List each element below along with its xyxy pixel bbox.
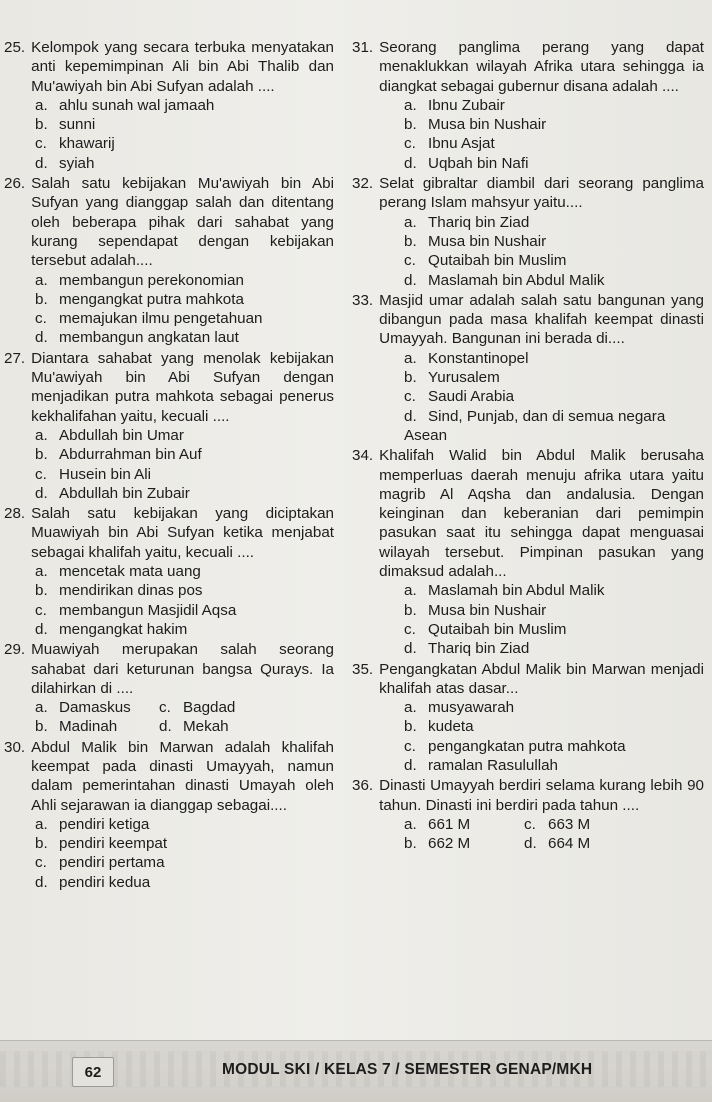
answer-option[interactable] [34,873,334,892]
question-item [4,640,334,736]
option-letter: a. [404,582,417,600]
option-text: 664 M [548,835,591,853]
question-text: Salah satu kebijakan Mu'awiyah bin Abi Sufyan yang dianggap salah dan ditentang oleh beberapa pihak dari sahabat yang kurang sependapat dengan kebijakan tersebut adalah.... [31,175,334,270]
option-text: Bagdad [183,699,236,717]
option-letter: d. [404,407,417,425]
option-letter: c. [524,815,536,833]
option-text: Abdurrahman bin Auf [59,446,202,464]
question-text: Salah satu kebijakan yang diciptakan Muawiyah bin Abi Sufyan ketika menjabat sebagai khalifah yaitu, kecuali .... [31,505,334,561]
option-letter: b. [35,290,48,308]
answer-option[interactable] [34,328,334,347]
question-number: 31. [352,39,374,56]
answer-options [4,426,334,503]
question-stem [4,38,334,96]
question-stem [4,174,334,270]
option-text: Mekah [183,718,229,736]
option-letter: d. [404,640,417,658]
option-letter: c. [35,854,47,872]
answer-option[interactable] [404,134,704,153]
option-letter: c. [404,252,416,270]
answer-option[interactable] [404,407,704,446]
option-letter: c. [159,699,171,717]
option-letter: d. [524,835,537,853]
option-letter: b. [404,116,417,134]
option-text: Abdullah bin Umar [59,426,184,444]
option-text: 663 M [548,815,591,833]
answer-options [4,815,334,892]
answer-option[interactable] [404,834,524,853]
option-text: Thariq bin Ziad [428,640,530,658]
answer-option[interactable] [404,620,704,639]
answer-options [352,349,704,445]
answer-option[interactable] [404,349,704,368]
question-item [4,38,334,173]
answer-option[interactable] [34,96,334,115]
answer-option[interactable] [34,581,334,600]
answer-option[interactable] [404,387,704,406]
option-text: mendirikan dinas pos [59,582,203,600]
option-text: pengangkatan putra mahkota [428,737,626,755]
question-number: 30. [4,738,26,756]
option-text: 661 M [428,815,471,833]
answer-option[interactable] [34,717,158,736]
answer-option[interactable] [34,815,334,834]
question-number: 35. [352,660,374,678]
option-letter: d. [404,154,417,172]
question-item [4,349,334,503]
answer-options [352,213,704,290]
answer-option[interactable] [404,115,704,134]
answer-option[interactable] [34,562,334,581]
answer-option[interactable] [404,232,704,251]
answer-option[interactable] [34,601,334,620]
answer-option[interactable] [524,834,644,853]
option-letter: c. [35,465,47,483]
option-text: Qutaibah bin Muslim [428,252,567,270]
option-text: Saudi Arabia [428,388,515,406]
option-letter: a. [35,563,48,581]
question-number: 36. [352,777,374,795]
option-letter: c. [404,388,416,406]
option-letter: d. [35,620,48,638]
question-stem [4,738,334,815]
option-letter: b. [404,835,417,853]
answer-options [4,698,334,737]
question-item [352,38,704,173]
answer-option[interactable] [404,717,704,736]
option-letter: b. [35,718,48,736]
option-text: mencetak mata uang [59,563,201,581]
question-item [4,504,334,639]
left-question-column [4,38,334,893]
answer-option[interactable] [404,756,704,775]
option-letter: d. [35,154,48,172]
question-number: 28. [4,505,26,523]
question-text: Dinasti Umayyah berdiri selama kurang lebih 90 tahun. Dinasti ini berdiri pada tahun .... [379,777,704,814]
option-letter: c. [404,737,416,755]
question-item [352,291,704,445]
question-stem [352,660,704,699]
option-text: membangun Masjidil Aqsa [59,601,237,619]
option-text: Musa bin Nushair [428,601,547,619]
option-text: syiah [59,154,95,172]
question-item [352,174,704,290]
option-text: Madinah [59,718,118,736]
question-stem [352,174,704,213]
answer-option[interactable] [34,853,334,872]
question-item [4,174,334,348]
option-text: 662 M [428,835,471,853]
question-number: 25. [4,39,26,56]
option-letter: d. [35,873,48,891]
answer-option[interactable] [34,465,334,484]
answer-option[interactable] [34,290,334,309]
question-item [352,446,704,658]
option-text: pendiri keempat [59,835,168,853]
answer-options [4,96,334,173]
option-letter: d. [35,484,48,502]
answer-option[interactable] [404,815,524,834]
option-letter: c. [35,310,47,328]
option-letter: b. [35,582,48,600]
answer-option[interactable] [404,96,704,115]
option-letter: a. [404,213,417,231]
question-item [352,776,704,853]
option-text: Ibnu Zubair [428,96,505,114]
question-text: Khalifah Walid bin Abdul Malik berusaha memperluas daerah menuju afrika utara yaitu magrib Al Aqsha dan andalusia. Dengan keinginan dan keberanian dari pemimpin pasukan saat itu sehingga dapat menguasai wilayah tersebut. Pimpinan pasukan yang dimaksud adalah... [379,447,704,581]
option-letter: b. [404,601,417,619]
option-text: Qutaibah bin Muslim [428,620,567,638]
answer-options [4,271,334,348]
answer-option[interactable] [34,620,334,639]
option-text: ahlu sunah wal jamaah [59,96,215,114]
answer-option[interactable] [34,309,334,328]
answer-option[interactable] [524,815,644,834]
answer-option[interactable] [34,698,158,717]
answer-option[interactable] [34,834,334,853]
option-text: Uqbah bin Nafi [428,154,529,172]
option-text: mengangkat putra mahkota [59,290,244,308]
answer-option[interactable] [404,213,704,232]
option-letter: c. [404,620,416,638]
option-text: ramalan Rasulullah [428,756,559,774]
option-letter: a. [404,349,417,367]
question-text: Muawiyah merupakan salah seorang sahabat dari keturunan bangsa Qurays. Ia dilahirkan di .... [31,641,334,697]
answer-option[interactable] [404,639,704,658]
answer-option[interactable] [404,154,704,173]
answer-option[interactable] [34,134,334,153]
option-letter: c. [35,601,47,619]
question-number: 32. [352,175,374,193]
answer-option[interactable] [404,737,704,756]
option-text: Husein bin Ali [59,465,152,483]
option-letter: d. [159,718,172,736]
question-text: Abdul Malik bin Marwan adalah khalifah keempat pada dinasti Umayyah, namun dalam pemerintahan dinasti Umayah oleh Ahli sejarawan ia dianggap sebagai.... [31,738,334,814]
option-text: pendiri kedua [59,873,151,891]
answer-options [352,581,704,658]
option-text: Musa bin Nushair [428,116,547,134]
question-stem [4,349,334,426]
answer-option[interactable] [404,271,704,290]
option-letter: a. [35,699,48,717]
option-text: memajukan ilmu pengetahuan [59,310,263,328]
answer-option[interactable] [158,698,308,717]
option-text: Thariq bin Ziad [428,213,530,231]
question-text: Selat gibraltar diambil dari seorang panglima perang Islam mahsyur yaitu.... [379,175,704,212]
question-stem [4,640,334,698]
answer-option[interactable] [34,154,334,173]
option-text: khawarij [59,135,115,153]
option-text: kudeta [428,718,474,736]
option-letter: b. [35,446,48,464]
question-number: 26. [4,175,26,193]
option-text: Maslamah bin Abdul Malik [428,582,605,600]
option-letter: d. [35,329,48,347]
question-number: 34. [352,447,374,465]
option-letter: a. [404,96,417,114]
question-number: 33. [352,291,374,309]
option-text: pendiri ketiga [59,815,150,833]
question-stem [352,446,704,581]
question-item [352,660,704,776]
answer-options [352,96,704,173]
answer-option[interactable] [404,251,704,270]
answer-option[interactable] [34,445,334,464]
option-letter: a. [35,271,48,289]
answer-option[interactable] [404,601,704,620]
question-text: Diantara sahabat yang menolak kebijakan Mu'awiyah bin Abi Sufyan dengan menjadikan putra mahkota sebagai penerus kekhalifahan yaitu, kecuali .... [31,349,334,425]
question-text: Seorang panglima perang yang dapat menaklukkan wilayah Afrika utara sehingga ia diangkat sebagai gubernur disana adalah .... [379,39,704,95]
module-title: MODUL SKI / KELAS 7 / SEMESTER GENAP/MKH [222,1061,593,1078]
question-number: 27. [4,349,26,367]
answer-options [4,562,334,639]
answer-option[interactable] [34,426,334,445]
option-text: Abdullah bin Zubair [59,484,190,502]
option-letter: a. [35,815,48,833]
answer-option[interactable] [404,581,704,600]
option-letter: a. [404,699,417,717]
option-text: Sind, Punjab, dan di semua negara Asean [404,407,666,444]
option-text: Yurusalem [428,369,500,387]
question-text: Pengangkatan Abdul Malik bin Marwan menjadi khalifah atas dasar... [379,660,704,697]
answer-option[interactable] [34,271,334,290]
option-text: Ibnu Asjat [428,135,495,153]
page-footer [0,1040,712,1102]
option-text: mengangkat hakim [59,620,188,638]
answer-option[interactable] [404,368,704,387]
question-stem [352,38,704,96]
option-text: sunni [59,116,96,134]
option-text: pendiri pertama [59,854,165,872]
option-letter: b. [404,232,417,250]
option-letter: b. [35,835,48,853]
answer-option[interactable] [34,115,334,134]
question-item [4,738,334,892]
option-letter: d. [404,271,417,289]
option-text: Musa bin Nushair [428,232,547,250]
answer-options [352,698,704,775]
question-text: Masjid umar adalah salah satu bangunan yang dibangun pada masa khalifah keempat dinasti Umayyah. Bangunan ini berada di.... [379,291,704,348]
answer-option[interactable] [158,717,308,736]
option-letter: b. [404,369,417,387]
answer-option[interactable] [34,484,334,503]
option-letter: a. [35,96,48,114]
option-text: Maslamah bin Abdul Malik [428,271,605,289]
option-text: musyawarah [428,699,515,717]
question-stem [352,776,704,815]
option-text: Damaskus [59,699,131,717]
question-stem [352,291,704,349]
option-text: Konstantinopel [428,349,529,367]
option-letter: b. [404,718,417,736]
option-letter: d. [404,756,417,774]
answer-options [352,815,704,854]
question-number: 29. [4,641,26,659]
answer-option[interactable] [404,698,704,717]
option-letter: b. [35,116,48,134]
option-text: membangun perekonomian [59,271,244,289]
option-text: membangun angkatan laut [59,329,239,347]
option-letter: a. [404,815,417,833]
option-letter: a. [35,426,48,444]
right-question-column [352,38,704,854]
page-number: 62 [72,1057,114,1087]
option-letter: c. [35,135,47,153]
question-stem [4,504,334,562]
question-text: Kelompok yang secara terbuka menyatakan anti kepemimpinan Ali bin Abi Thalib dan Mu'awiyah bin Abi Sufyan adalah .... [31,39,334,95]
option-letter: c. [404,135,416,153]
